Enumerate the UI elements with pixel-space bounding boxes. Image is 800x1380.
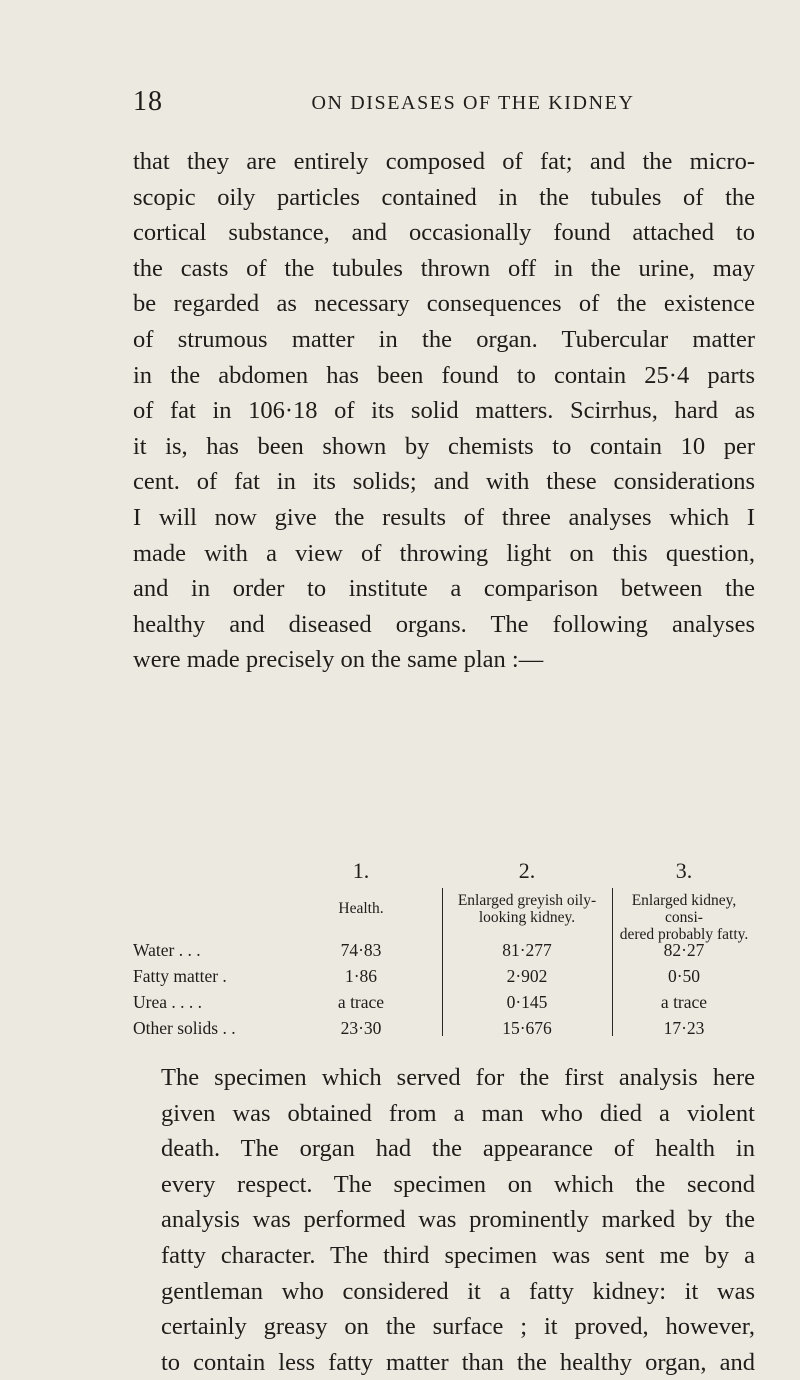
heading-line: looking kidney. [478, 909, 576, 926]
paragraph-1 [133, 144, 755, 678]
text-line: gentleman who considered it a fatty kidney: it was [161, 1277, 755, 1305]
table-cell: 23·30 [340, 1018, 382, 1038]
table-cell: 0·145 [506, 992, 548, 1012]
text-line: death. The organ had the appearance of health in [161, 1135, 755, 1163]
text-line: that they are entirely composed of fat; and the micro- [133, 148, 755, 175]
column-number: 3. [675, 858, 693, 883]
column-divider [612, 888, 613, 1036]
text-line: given was obtained from a man who died a violent [161, 1099, 755, 1127]
text-line: made with a view of throwing light on this question, [133, 539, 755, 567]
table-cell: 2·902 [506, 966, 548, 986]
column-number: 1. [352, 858, 370, 883]
table-cell: a trace [337, 992, 385, 1012]
column-divider [442, 888, 443, 1036]
row-label-fatty-matter: Fatty matter . [133, 966, 227, 986]
running-title: ON DISEASES OF THE KIDNEY [311, 92, 635, 114]
text-line: cortical substance, and occasionally found attached to [133, 219, 755, 247]
column-heading-health: Health. [338, 900, 384, 917]
table-cell: 74·83 [340, 940, 382, 960]
text-line: be regarded as necessary consequences of the existence [133, 290, 755, 318]
text-line: of strumous matter in the organ. Tubercular matter [133, 325, 755, 353]
text-line: every respect. The specimen on which the second [161, 1170, 755, 1198]
text-line: cent. of fat in its solids; and with these considerations [133, 468, 755, 496]
column-heading-fatty-kidney [613, 892, 755, 943]
analysis-table [133, 858, 755, 1040]
text-line: I will now give the results of three analyses which I [133, 503, 755, 531]
table-cell: 17·23 [663, 1018, 705, 1038]
text-line: the casts of the tubules thrown off in the urine, may [133, 254, 755, 282]
text-line: certainly greasy on the surface ; it proved, however, [161, 1313, 755, 1341]
text-line: to contain less fatty matter than the healthy organ, and [161, 1348, 755, 1376]
row-label-other-solids: Other solids . . [133, 1018, 236, 1038]
text-line: were made precisely on the same plan :— [133, 646, 544, 674]
text-line: The specimen which served for the first analysis here [161, 1064, 755, 1091]
text-line: healthy and diseased organs. The following analyses [133, 610, 755, 638]
text-line: scopic oily particles contained in the tubules of the [133, 183, 755, 211]
text-line: of fat in 106·18 of its solid matters. Scirrhus, hard as [133, 397, 755, 425]
row-label-water: Water . . . [133, 940, 201, 960]
text-line: in the abdomen has been found to contain 25·4 parts [133, 361, 755, 389]
text-line: analysis was performed was prominently marked by the [161, 1206, 755, 1234]
table-cell: 82·27 [663, 940, 705, 960]
table-cell: 1·86 [344, 966, 378, 986]
heading-line: dered probably fatty. [619, 926, 749, 943]
paragraph-2 [133, 1060, 755, 1380]
page-number: 18 [133, 86, 163, 117]
table-cell: 15·676 [502, 1018, 552, 1038]
column-heading-greyish-kidney [443, 892, 611, 926]
table-cell: 0·50 [667, 966, 701, 986]
row-label-urea: Urea . . . . [133, 992, 203, 1012]
text-line: and in order to institute a comparison between the [133, 575, 755, 603]
table-cell: a trace [660, 992, 708, 1012]
heading-line: Enlarged greyish oily- [457, 892, 597, 909]
text-line: fatty character. The third specimen was sent me by a [161, 1241, 755, 1269]
column-number: 2. [518, 858, 536, 883]
text-line: it is, has been shown by chemists to contain 10 per [133, 432, 755, 460]
heading-line: Enlarged kidney, consi- [631, 892, 737, 926]
page-header [133, 86, 753, 120]
table-cell: 81·277 [502, 940, 552, 960]
